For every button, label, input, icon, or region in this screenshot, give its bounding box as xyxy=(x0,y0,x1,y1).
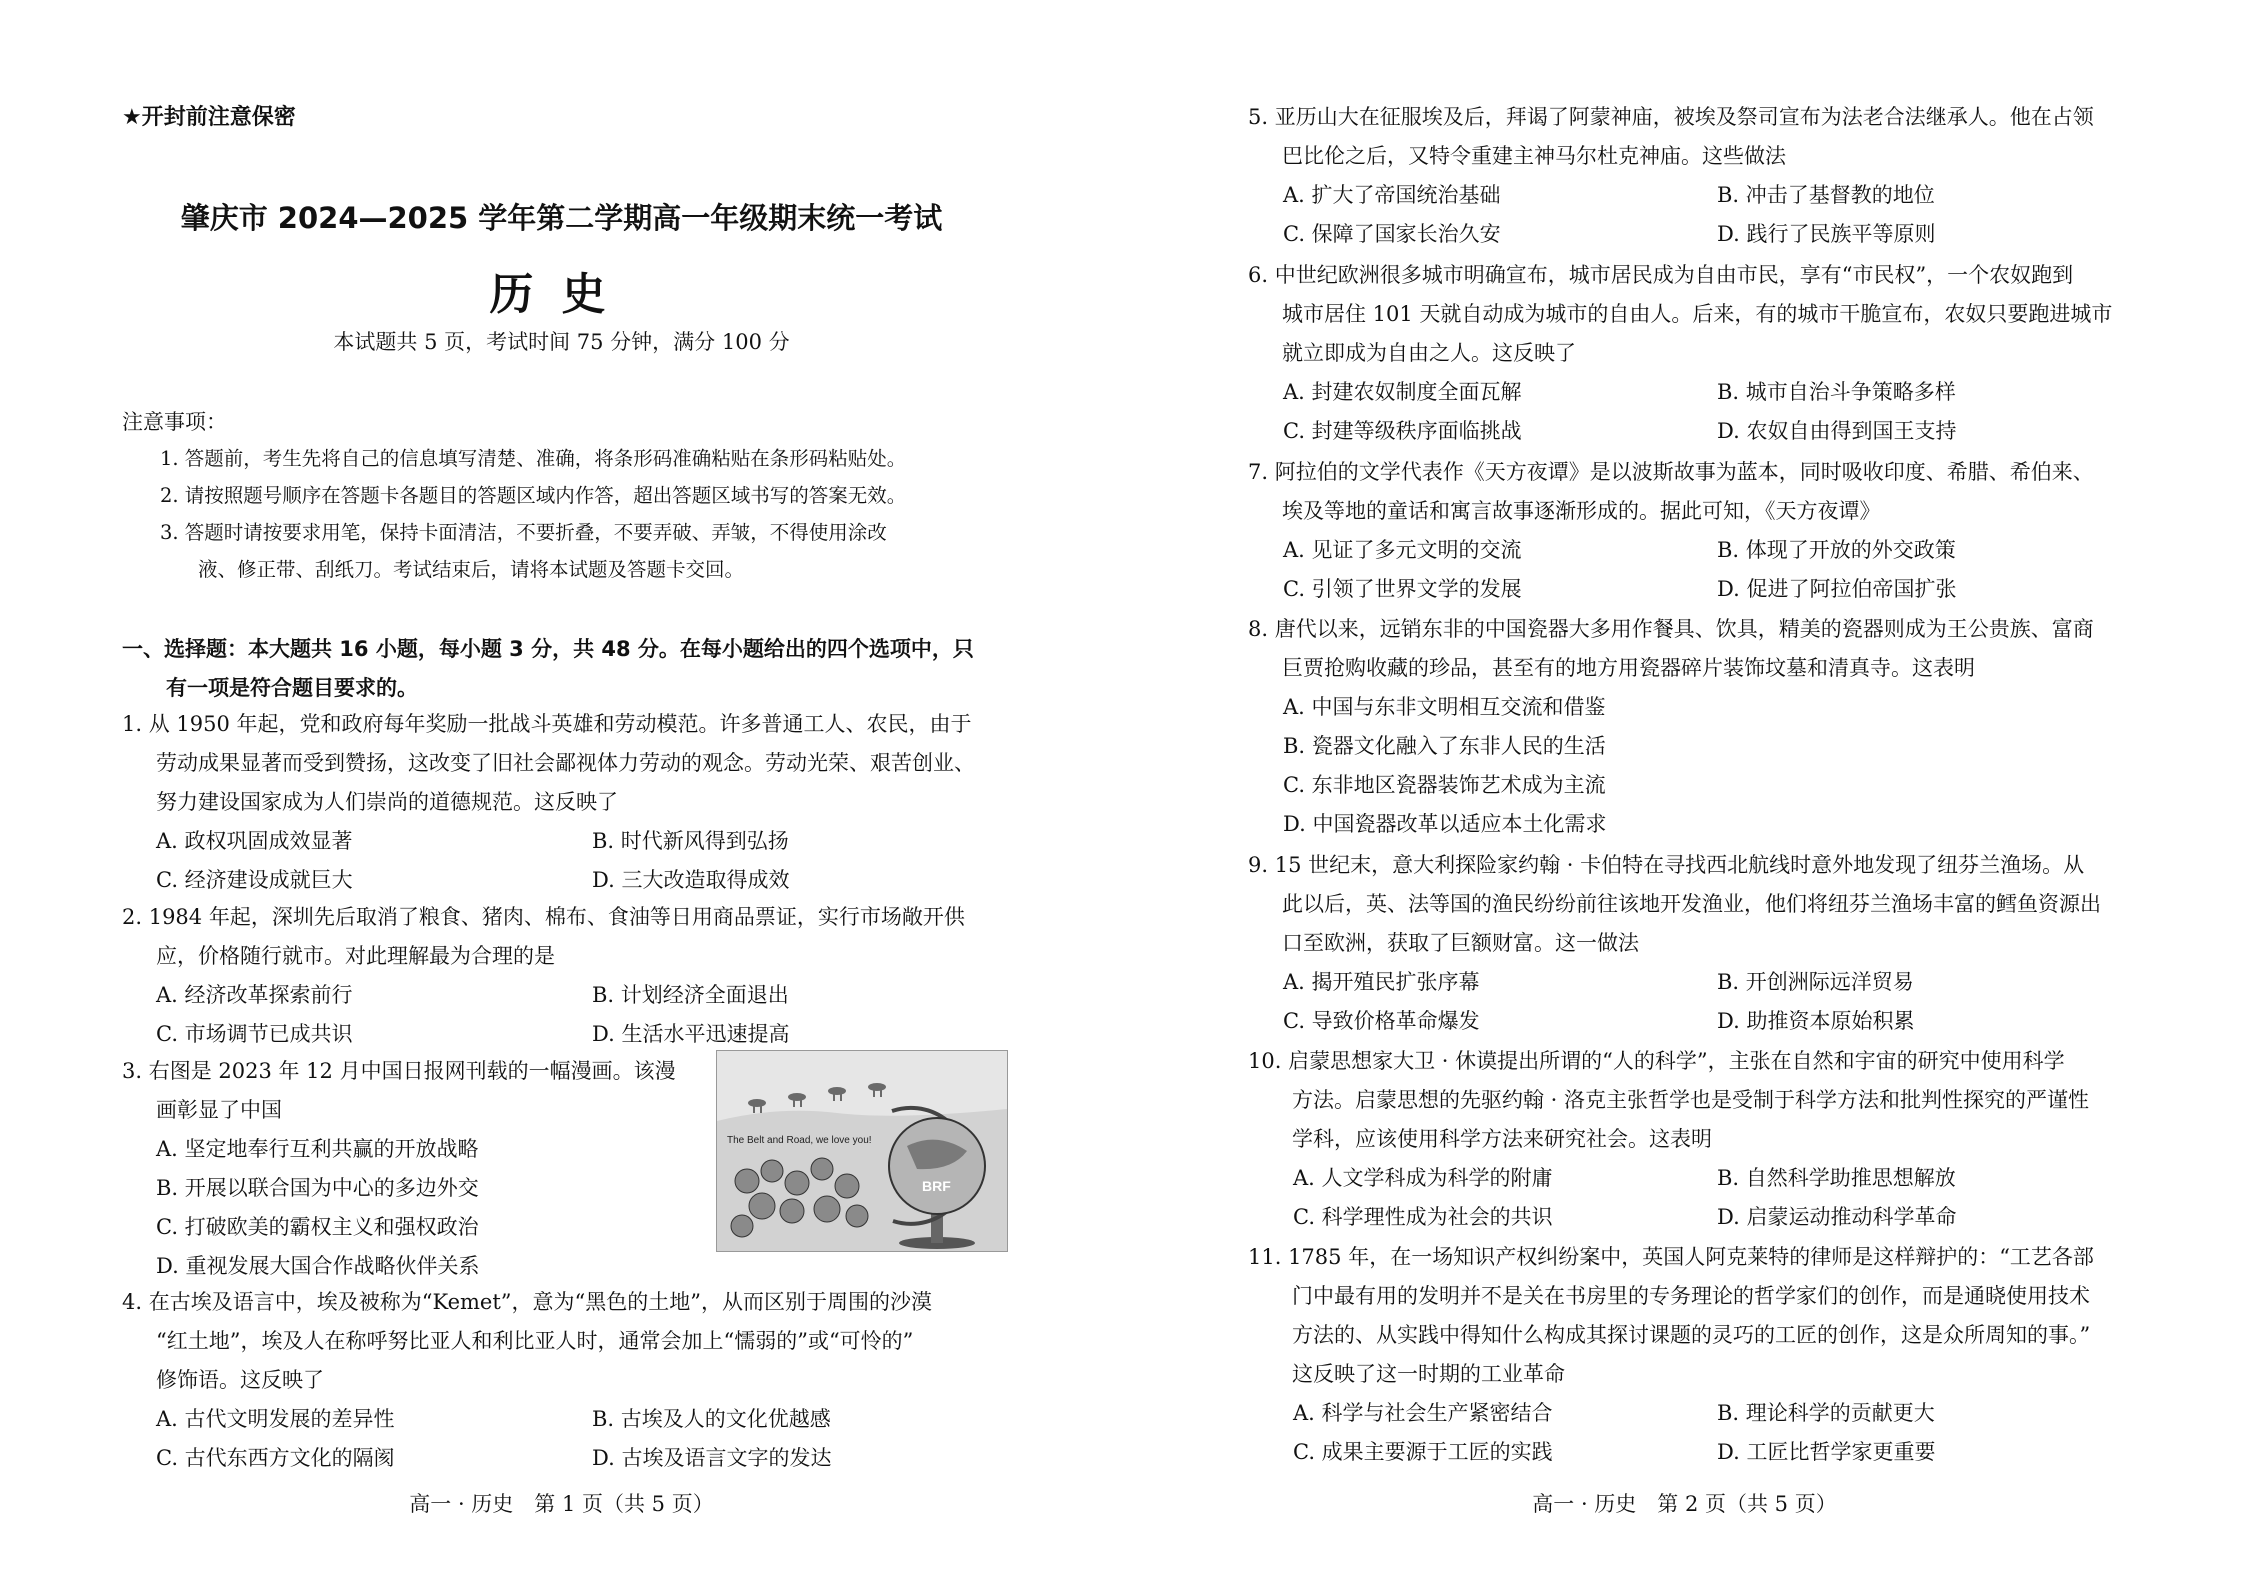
subject-title: 历史 xyxy=(489,269,634,320)
question-6 xyxy=(1248,256,2112,373)
option-a[interactable]: A. 坚定地奉行互利共赢的开放战略 xyxy=(156,1137,479,1161)
question-line: 7. 阿拉伯的文学代表作《天方夜谭》是以波斯故事为蓝本，同时吸收印度、希腊、希伯来、 xyxy=(1248,460,2094,484)
option-d[interactable]: D. 中国瓷器改革以适应本土化需求 xyxy=(1283,812,1607,836)
option-b[interactable]: B. 城市自治斗争策略多样 xyxy=(1717,380,1956,404)
exam-title: 肇庆市 2024—2025 学年第二学期高一年级期末统一考试 xyxy=(180,201,943,235)
option-b[interactable]: B. 理论科学的贡献更大 xyxy=(1717,1401,1935,1425)
cartoon-image xyxy=(716,1050,1008,1252)
question-10 xyxy=(1248,1042,2089,1159)
question-line: 巴比伦之后，又特令重建主神马尔杜克神庙。这些做法 xyxy=(1282,144,1786,168)
question-line: 10. 启蒙思想家大卫 · 休谟提出所谓的“人的科学”，主张在自然和宇宙的研究中使用科学 xyxy=(1248,1049,2065,1073)
section-heading-line: 有一项是符合题目要求的。 xyxy=(166,676,418,700)
option-a[interactable]: A. 中国与东非文明相互交流和借鉴 xyxy=(1283,695,1606,719)
question-5 xyxy=(1248,98,2094,176)
option-b[interactable]: B. 计划经济全面退出 xyxy=(592,983,789,1007)
option-c[interactable]: C. 打破欧美的霸权主义和强权政治 xyxy=(156,1215,479,1239)
option-d[interactable]: D. 生活水平迅速提高 xyxy=(592,1022,790,1046)
option-d[interactable]: D. 工匠比哲学家更重要 xyxy=(1717,1440,1936,1464)
option-a[interactable]: A. 扩大了帝国统治基础 xyxy=(1283,183,1501,207)
question-line: 2. 1984 年起，深圳先后取消了粮食、猪肉、棉布、食油等日用商品票证，实行市场敞开供 xyxy=(122,905,965,929)
option-c[interactable]: C. 引领了世界文学的发展 xyxy=(1283,577,1522,601)
question-line: 应，价格随行就市。对此理解最为合理的是 xyxy=(156,944,555,968)
page-right xyxy=(1123,0,2246,1588)
option-d[interactable]: D. 三大改造取得成效 xyxy=(592,868,790,892)
option-d[interactable]: D. 助推资本原始积累 xyxy=(1717,1009,1915,1033)
exam-info: 本试题共 5 页，考试时间 75 分钟，满分 100 分 xyxy=(333,330,790,354)
question-line: 埃及等地的童话和寓言故事逐渐形成的。据此可知，《天方夜谭》 xyxy=(1282,499,1881,523)
question-line: 门中最有用的发明并不是关在书房里的专务理论的哲学家们的创作，而是通晓使用技术 xyxy=(1292,1284,2090,1308)
option-d[interactable]: D. 重视发展大国合作战略伙伴关系 xyxy=(156,1254,480,1278)
question-line: 5. 亚历山大在征服埃及后，拜谒了阿蒙神庙，被埃及祭司宣布为法老合法继承人。他在占领 xyxy=(1248,105,2094,129)
option-a[interactable]: A. 经济改革探索前行 xyxy=(156,983,353,1007)
option-d[interactable]: D. 农奴自由得到国王支持 xyxy=(1717,419,1957,443)
question-1 xyxy=(122,705,975,822)
option-c[interactable]: C. 古代东西方文化的隔阂 xyxy=(156,1446,395,1470)
option-b[interactable]: B. 冲击了基督教的地位 xyxy=(1717,183,1935,207)
option-d[interactable]: D. 古埃及语言文字的发达 xyxy=(592,1446,832,1470)
question-line: 3. 右图是 2023 年 12 月中国日报网刊载的一幅漫画。该漫 xyxy=(122,1059,676,1083)
notice-item: 液、修正带、刮纸刀。考试结束后，请将本试题及答题卡交回。 xyxy=(198,558,745,581)
page-footer: 高一 · 历史 第 1 页（共 5 页） xyxy=(409,1492,714,1516)
option-a[interactable]: A. 人文学科成为科学的附庸 xyxy=(1293,1166,1553,1190)
question-line: 城市居住 101 天就自动成为城市的自由人。后来，有的城市干脆宣布，农奴只要跑进城市 xyxy=(1282,302,2113,326)
notice-item: 3. 答题时请按要求用笔，保持卡面清洁，不要折叠，不要弄破、弄皱，不得使用涂改 xyxy=(160,521,887,544)
question-7 xyxy=(1248,453,2094,531)
option-c[interactable]: C. 市场调节已成共识 xyxy=(156,1022,353,1046)
cartoon-caption: The Belt and Road, we love you! xyxy=(727,1135,872,1146)
question-line: 这反映了这一时期的工业革命 xyxy=(1292,1362,1565,1386)
option-c[interactable]: C. 科学理性成为社会的共识 xyxy=(1293,1205,1553,1229)
option-a[interactable]: A. 揭开殖民扩张序幕 xyxy=(1283,970,1480,994)
option-b[interactable]: B. 时代新风得到弘扬 xyxy=(592,829,789,853)
question-line: 方法。启蒙思想的先驱约翰 · 洛克主张哲学也是受制于科学方法和批判性探究的严谨性 xyxy=(1292,1088,2090,1112)
option-c[interactable]: C. 成果主要源于工匠的实践 xyxy=(1293,1440,1553,1464)
option-c[interactable]: C. 经济建设成就巨大 xyxy=(156,868,353,892)
option-d[interactable]: D. 促进了阿拉伯帝国扩张 xyxy=(1717,577,1957,601)
question-line: 努力建设国家成为人们崇尚的道德规范。这反映了 xyxy=(156,790,618,814)
question-4 xyxy=(122,1283,932,1400)
question-line: 巨贾抢购收藏的珍品，甚至有的地方用瓷器碎片装饰坟墓和清真寺。这表明 xyxy=(1282,656,1975,680)
question-8 xyxy=(1248,610,2094,688)
question-2 xyxy=(122,898,965,976)
question-line: 就立即成为自由之人。这反映了 xyxy=(1282,341,1576,365)
question-9 xyxy=(1248,846,2101,963)
question-line: 1. 从 1950 年起，党和政府每年奖励一批战斗英雄和劳动模范。许多普通工人、农民，由于 xyxy=(122,712,972,736)
question-line: 学科，应该使用科学方法来研究社会。这表明 xyxy=(1292,1127,1712,1151)
option-d[interactable]: D. 启蒙运动推动科学革命 xyxy=(1717,1205,1957,1229)
confidential-notice: ★开封前注意保密 xyxy=(122,105,296,130)
question-line: 方法的、从实践中得知什么构成其探讨课题的灵巧的工匠的创作，这是众所周知的事。” xyxy=(1292,1323,2091,1347)
globe-label: BRF xyxy=(922,1178,951,1194)
option-c[interactable]: C. 导致价格革命爆发 xyxy=(1283,1009,1480,1033)
option-b[interactable]: B. 开创洲际远洋贸易 xyxy=(1717,970,1914,994)
question-line: 6. 中世纪欧洲很多城市明确宣布，城市居民成为自由市民，享有“市民权”，一个农奴跑到 xyxy=(1248,263,2074,287)
section-heading-line: 一、选择题：本大题共 16 小题，每小题 3 分，共 48 分。在每小题给出的四个选项中，只 xyxy=(122,637,974,661)
notice-item: 2. 请按照题号顺序在答题卡各题目的答题区域内作答，超出答题区域书写的答案无效。 xyxy=(160,484,907,507)
option-b[interactable]: B. 开展以联合国为中心的多边外交 xyxy=(156,1176,479,1200)
question-line: “红土地”，埃及人在称呼努比亚人和利比亚人时，通常会加上“懦弱的”或“可怜的” xyxy=(156,1329,914,1353)
option-b[interactable]: B. 体现了开放的外交政策 xyxy=(1717,538,1956,562)
question-line: 口至欧洲，获取了巨额财富。这一做法 xyxy=(1282,931,1639,955)
question-line: 此以后，英、法等国的渔民纷纷前往该地开发渔业，他们将纽芬兰渔场丰富的鳕鱼资源出 xyxy=(1282,892,2101,916)
cartoon-illustration xyxy=(717,1051,1007,1251)
option-d[interactable]: D. 践行了民族平等原则 xyxy=(1717,222,1936,246)
option-b[interactable]: B. 自然科学助推思想解放 xyxy=(1717,1166,1956,1190)
option-a[interactable]: A. 政权巩固成效显著 xyxy=(156,829,353,853)
option-a[interactable]: A. 见证了多元文明的交流 xyxy=(1283,538,1522,562)
notice-title: 注意事项： xyxy=(122,410,227,434)
option-b[interactable]: B. 古埃及人的文化优越感 xyxy=(592,1407,831,1431)
question-line: 8. 唐代以来，远销东非的中国瓷器大多用作餐具、饮具，精美的瓷器则成为王公贵族、富商 xyxy=(1248,617,2094,641)
option-a[interactable]: A. 古代文明发展的差异性 xyxy=(156,1407,395,1431)
notice-item: 1. 答题前，考生先将自己的信息填写清楚、准确，将条形码准确粘贴在条形码粘贴处。 xyxy=(160,447,907,470)
page-footer: 高一 · 历史 第 2 页（共 5 页） xyxy=(1532,1492,1837,1516)
question-line: 画彰显了中国 xyxy=(156,1098,282,1122)
question-3 xyxy=(122,1052,676,1130)
question-line: 9. 15 世纪末，意大利探险家约翰 · 卡伯特在寻找西北航线时意外地发现了纽芬兰渔场。从 xyxy=(1248,853,2085,877)
question-line: 劳动成果显著而受到赞扬，这改变了旧社会鄙视体力劳动的观念。劳动光荣、艰苦创业、 xyxy=(156,751,975,775)
option-c[interactable]: C. 东非地区瓷器装饰艺术成为主流 xyxy=(1283,773,1606,797)
option-c[interactable]: C. 保障了国家长治久安 xyxy=(1283,222,1501,246)
option-c[interactable]: C. 封建等级秩序面临挑战 xyxy=(1283,419,1522,443)
question-11 xyxy=(1248,1238,2094,1394)
question-line: 4. 在古埃及语言中，埃及被称为“Kemet”，意为“黑色的土地”，从而区别于周围的沙漠 xyxy=(122,1290,932,1314)
section-heading xyxy=(122,630,974,708)
option-b[interactable]: B. 瓷器文化融入了东非人民的生活 xyxy=(1283,734,1606,758)
question-line: 修饰语。这反映了 xyxy=(156,1368,324,1392)
option-a[interactable]: A. 科学与社会生产紧密结合 xyxy=(1293,1401,1553,1425)
question-line: 11. 1785 年，在一场知识产权纠纷案中，英国人阿克莱特的律师是这样辩护的：“工艺各部 xyxy=(1248,1245,2094,1269)
option-a[interactable]: A. 封建农奴制度全面瓦解 xyxy=(1283,380,1522,404)
